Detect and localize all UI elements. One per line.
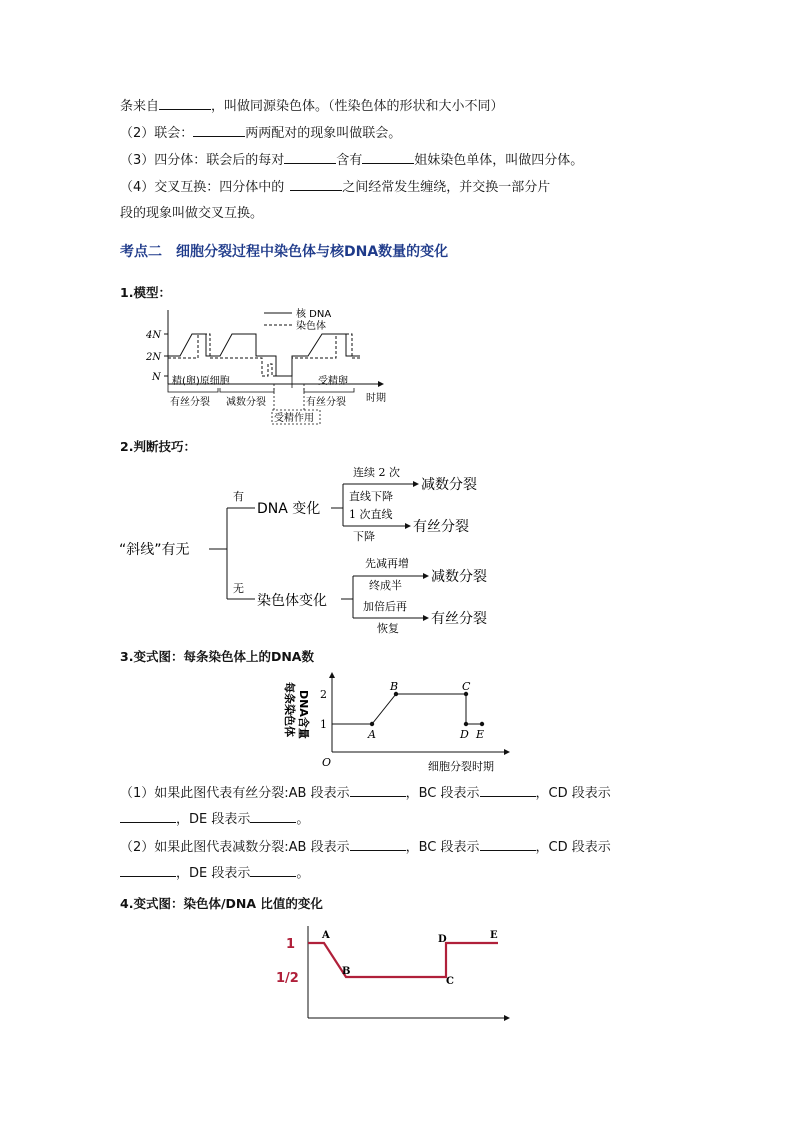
answer-blank	[159, 97, 211, 110]
text: （3）四分体：联会后的每对	[120, 153, 285, 168]
variant1-heading: 3.变式图：每条染色体上的DNA数	[120, 649, 314, 664]
variant2-heading: 4.变式图：染色体/DNA 比值的变化	[120, 896, 323, 911]
text: ，DE 段表示	[176, 812, 251, 827]
chromosome-condition-2c: 恢复	[377, 622, 399, 635]
result-mitosis-dna: 有丝分裂	[413, 519, 469, 535]
text: ，叫做同源染色体。（性染色体的形状和大小不同）	[211, 99, 504, 114]
y-tick-1: 1	[320, 718, 327, 731]
root-label: “斜线”有无	[119, 542, 190, 558]
dna-condition-1: 连续 2 次	[353, 466, 400, 479]
intro-line-3	[120, 151, 583, 170]
answer-blank	[120, 810, 176, 823]
label-e: E	[490, 930, 498, 941]
text: 。	[296, 866, 310, 881]
answer-blank	[350, 838, 406, 851]
text: ，BC 段表示	[405, 786, 480, 801]
answer-blank	[480, 784, 536, 797]
intro-line-4	[120, 178, 550, 197]
label-fertilization: 受精作用	[274, 413, 314, 424]
result-meiosis-chromosome: 减数分裂	[431, 569, 487, 585]
text: 两两配对的现象叫做联会。	[245, 126, 402, 141]
dna-condition-2a: 直线下降	[349, 490, 393, 503]
y-tick-1: 1	[286, 937, 296, 952]
label-d: D	[460, 728, 469, 741]
y-tick-2: 2	[320, 688, 327, 701]
answer-blank	[193, 124, 245, 137]
text: ，DE 段表示	[176, 866, 251, 881]
label-time: 时期	[366, 393, 386, 404]
dna-change-label: DNA 变化	[257, 501, 321, 517]
variant1-chart	[280, 672, 520, 780]
text: ，CD 段表示	[535, 786, 611, 801]
intro-line-2	[120, 124, 401, 143]
answer-blank	[250, 864, 296, 877]
text: 姐妹染色单体，叫做四分体。	[414, 153, 584, 168]
label-a: A	[322, 930, 330, 941]
text: 。	[296, 812, 310, 827]
chromosome-curve	[168, 334, 360, 376]
label-e: E	[476, 728, 485, 741]
text: 段的现象叫做交叉互换。	[120, 206, 264, 221]
section-number: 考点二	[120, 244, 162, 260]
dna-condition-2c: 下降	[353, 530, 375, 543]
x-axis-arrow-icon	[504, 1015, 510, 1021]
label-mitosis-1: 有丝分裂	[170, 397, 210, 408]
text: （2）联会：	[120, 126, 194, 141]
y-label-n: N	[152, 372, 161, 383]
label-d: D	[438, 934, 447, 945]
label-b: B	[390, 680, 399, 693]
question-1-line-1	[120, 784, 611, 803]
y-axis-arrow-icon	[329, 672, 335, 678]
dna-per-chromosome-line	[332, 694, 466, 724]
text: ，CD 段表示	[535, 840, 611, 855]
model-heading: 1.模型：	[120, 285, 171, 300]
chromosome-condition-1: 先减再增	[365, 557, 409, 570]
label-mitosis-2: 有丝分裂	[306, 397, 346, 408]
variant2-chart	[270, 922, 520, 1026]
ratio-line	[308, 943, 498, 977]
text: （2）如果此图代表减数分裂:AB 段表示	[120, 840, 350, 855]
section-title	[120, 241, 448, 261]
label-c: C	[462, 680, 471, 693]
label-meiosis: 减数分裂	[226, 397, 266, 408]
judge-heading: 2.判断技巧：	[120, 439, 196, 454]
intro-line-5	[120, 205, 263, 223]
model-diagram	[140, 300, 390, 430]
answer-blank	[480, 838, 536, 851]
text: （1）如果此图代表有丝分裂:AB 段表示	[120, 786, 350, 801]
text: （4）交叉互换：四分体中的	[120, 180, 285, 195]
dna-curve	[168, 334, 360, 376]
answer-blank	[284, 151, 336, 164]
result-meiosis-dna: 减数分裂	[421, 477, 477, 493]
y-label-2n: 2N	[146, 352, 162, 363]
point-a	[370, 722, 374, 726]
branch-no: 无	[233, 582, 244, 595]
label-precursor: 精(卵)原细胞	[172, 376, 230, 387]
text: 含有	[336, 153, 363, 168]
answer-blank	[362, 151, 414, 164]
origin-label: O	[322, 756, 332, 769]
chromosome-change-label: 染色体变化	[257, 593, 327, 609]
answer-blank	[120, 864, 176, 877]
text: ，BC 段表示	[405, 840, 480, 855]
point-d	[464, 722, 468, 726]
judge-tree	[115, 458, 515, 638]
answer-blank	[290, 178, 342, 191]
point-e	[480, 722, 484, 726]
label-b: B	[342, 966, 351, 977]
x-axis-arrow-icon	[504, 749, 510, 755]
label-a: A	[368, 728, 376, 741]
x-axis-arrow-icon	[378, 381, 384, 387]
x-axis-label: 细胞分裂时期	[428, 760, 494, 773]
text: 之间经常发生缠绕，并交换一部分片	[342, 180, 551, 195]
answer-blank	[350, 784, 406, 797]
y-axis-label-2: DNA含量	[297, 690, 310, 739]
y-tick-half: 1/2	[276, 971, 299, 986]
intro-line-1	[120, 97, 504, 116]
question-1-line-2	[120, 810, 309, 829]
y-label-4n: 4N	[146, 330, 162, 341]
label-zygote: 受精卵	[318, 376, 348, 387]
label-c: C	[446, 976, 454, 987]
legend-dna-label: 核 DNA	[296, 309, 332, 320]
legend-chrom-label: 染色体	[296, 321, 326, 332]
chromosome-condition-2a: 终成半	[369, 579, 402, 592]
result-mitosis-chromosome: 有丝分裂	[431, 611, 487, 627]
section-heading: 细胞分裂过程中染色体与核DNA数量的变化	[176, 244, 449, 260]
text: 条来自	[120, 99, 160, 114]
question-2-line-1	[120, 838, 611, 857]
question-2-line-2	[120, 864, 309, 883]
y-axis-label-1: 每条染色体	[283, 682, 296, 737]
dna-condition-2b: 1 次直线	[349, 508, 393, 521]
branch-yes: 有	[233, 490, 244, 503]
answer-blank	[250, 810, 296, 823]
chromosome-condition-2b: 加倍后再	[363, 600, 407, 613]
